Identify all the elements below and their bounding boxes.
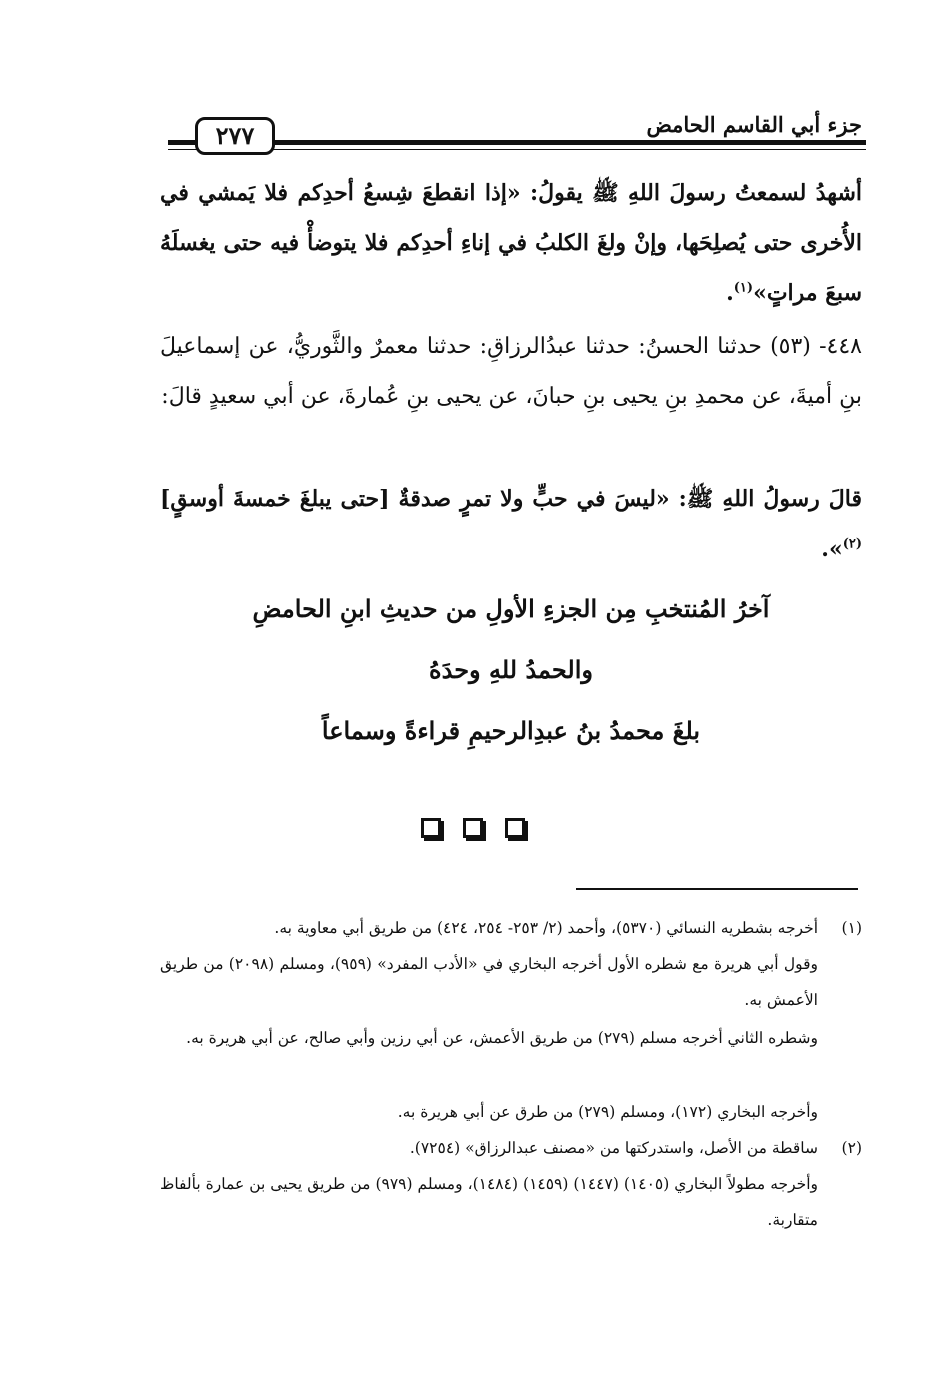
colophon-line-2: والحمدُ للهِ وحدَهُ xyxy=(429,655,593,684)
footnote-2 xyxy=(160,1130,862,1166)
footnote-ref-1: (١) xyxy=(733,280,754,296)
footnote-ref-2: (٢) xyxy=(842,536,862,552)
colophon-line-3: بلغَ محمدُ بنُ عبدِالرحيمِ قراءةً وسماعاً xyxy=(321,716,701,745)
footnote-number-2: (٢) xyxy=(841,1139,862,1157)
footnote-1-line-1: أخرجه بشطريه النسائي (٥٣٧٠)، وأحمد (٢/ ٢٥٣- ٢٥٤، ٤٢٤) من طريق أبي معاوية به. xyxy=(274,919,818,937)
isnad-paragraph: ٤٤٨- (٥٣) حدثنا الحسنُ: حدثنا عبدُالرزاقِ: حدثنا معمرٌ والثَّوريُّ، عن إسماعيلَ بنِ أميةَ، عن محمدِ بنِ يحيى بنِ حبانَ، عن يحيى بنِ عُمارةَ، عن أبي سعيدٍ قالَ: xyxy=(160,334,862,409)
footnote-2-para-2 xyxy=(160,1166,862,1238)
running-title: جزء أبي القاسم الحامض xyxy=(646,112,862,137)
footnote-1-para-2 xyxy=(160,946,862,1018)
section-divider xyxy=(0,818,946,838)
hadith-text-2: قالَ رسولُ اللهِ ﷺ: «ليسَ في حبٍّ ولا تمرٍ صدقةٌ [حتى يبلغَ خمسةَ أوسقٍ] xyxy=(160,486,863,512)
footnote-separator xyxy=(576,888,858,890)
divider-square-icon xyxy=(505,818,525,838)
footnote-number-1: (١) xyxy=(841,919,862,937)
footnote-1-line-3: وشطره الثاني أخرجه مسلم (٢٧٩) من طريق الأعمش، عن أبي رزين وأبي صالح، عن أبي هريرة به. xyxy=(186,1029,818,1047)
footnote-1-para-4 xyxy=(160,1094,862,1130)
page-number: ٢٧٧ xyxy=(195,117,275,155)
footnote-2-line-2: وأخرجه مطولاً البخاري (١٤٠٥) (١٤٤٧) (١٤٥٩) (١٤٨٤)، ومسلم (٩٧٩) من طريق يحيى بن عمارة بألفاظ متقاربة. xyxy=(160,1175,819,1229)
colophon-line-1: آخرُ المُنتخبِ مِن الجزءِ الأولِ من حديثِ ابنِ الحامضِ xyxy=(252,594,770,623)
footnote-1-para-3 xyxy=(160,1020,862,1056)
hadith-paragraph-1: أشهدُ لسمعتُ رسولَ اللهِ ﷺ يقولُ: «إذا انقطعَ شِسعُ أحدِكم فلا يَمشي في الأُخرى حتى يُصلِحَها، وإنْ ولغَ الكلبُ في إناءِ أحدِكم فلا يتوضأْ فيه حتى يغسلَهُ سبعَ مراتٍ»$^{(١)}$. xyxy=(160,180,862,306)
divider-square-icon xyxy=(421,818,441,838)
footnote-1-line-4: وأخرجه البخاري (١٧٢)، ومسلم (٢٧٩) من طرق عن أبي هريرة به. xyxy=(397,1103,818,1121)
divider-square-icon xyxy=(463,818,483,838)
hadith-paragraph-2 xyxy=(160,474,862,574)
footnote-2-line-1: ساقطة من الأصل، واستدركتها من «مصنف عبدالرزاق» (٧٢٥٤). xyxy=(409,1139,818,1157)
hadith-text-2-end: ». xyxy=(821,536,843,562)
hadith-text-1: أشهدُ لسمعتُ رسولَ اللهِ ﷺ يقولُ: «إذا انقطعَ شِسعُ أحدِكم فلا يَمشي في الأُخرى حتى يُصلِحَها، وإنْ ولغَ الكلبُ في إناءِ أحدِكم فلا يتوضأْ فيه حتى يغسلَهُ سبعَ مراتٍ» xyxy=(160,180,862,306)
footnote-1 xyxy=(160,910,862,946)
footnote-1-line-2: وقول أبي هريرة مع شطره الأول أخرجه البخاري في «الأدب المفرد» (٩٥٩)، ومسلم (٢٠٩٨) من طريق الأعمش به. xyxy=(160,955,818,1009)
